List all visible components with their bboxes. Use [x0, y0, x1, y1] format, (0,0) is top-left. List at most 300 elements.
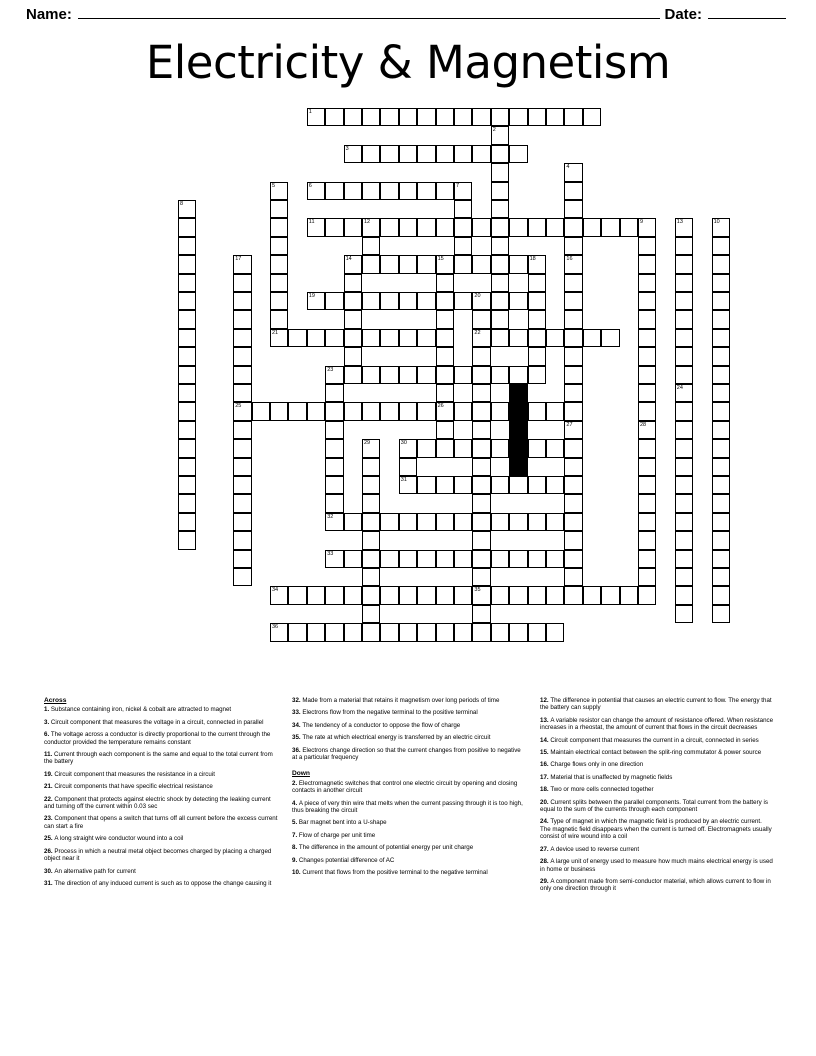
grid-cell[interactable]	[399, 458, 417, 476]
grid-cell[interactable]	[178, 458, 196, 476]
grid-cell[interactable]	[491, 402, 509, 420]
grid-cell[interactable]	[399, 513, 417, 531]
grid-cell[interactable]	[399, 182, 417, 200]
grid-cell[interactable]	[233, 310, 251, 328]
grid-cell[interactable]	[675, 494, 693, 512]
grid-cell[interactable]	[307, 292, 325, 310]
grid-cell[interactable]	[712, 605, 730, 623]
grid-cell[interactable]	[675, 366, 693, 384]
grid-cell[interactable]	[417, 550, 435, 568]
grid-cell[interactable]	[601, 586, 619, 604]
grid-cell[interactable]	[675, 255, 693, 273]
grid-cell[interactable]	[233, 531, 251, 549]
grid-cell[interactable]	[546, 329, 564, 347]
grid-cell[interactable]	[362, 145, 380, 163]
grid-cell[interactable]	[638, 439, 656, 457]
grid-cell[interactable]	[307, 218, 325, 236]
grid-cell[interactable]	[472, 108, 490, 126]
grid-cell[interactable]	[620, 218, 638, 236]
grid-cell[interactable]	[178, 513, 196, 531]
grid-cell[interactable]	[454, 366, 472, 384]
grid-cell[interactable]	[380, 402, 398, 420]
grid-cell[interactable]	[436, 310, 454, 328]
grid-cell[interactable]	[399, 402, 417, 420]
grid-cell[interactable]	[712, 310, 730, 328]
grid-cell[interactable]	[454, 292, 472, 310]
grid-cell[interactable]	[325, 550, 343, 568]
grid-cell[interactable]	[675, 568, 693, 586]
grid-cell[interactable]	[344, 329, 362, 347]
grid-cell[interactable]	[380, 366, 398, 384]
grid-cell[interactable]	[436, 550, 454, 568]
grid-cell[interactable]	[528, 218, 546, 236]
grid-cell[interactable]	[472, 605, 490, 623]
grid-cell[interactable]	[380, 513, 398, 531]
grid-cell[interactable]	[233, 568, 251, 586]
grid-cell[interactable]	[564, 550, 582, 568]
grid-cell[interactable]	[528, 439, 546, 457]
grid-cell[interactable]	[325, 218, 343, 236]
grid-cell[interactable]	[362, 476, 380, 494]
grid-cell[interactable]	[564, 402, 582, 420]
grid-cell[interactable]	[638, 347, 656, 365]
grid-cell[interactable]	[491, 255, 509, 273]
grid-cell[interactable]	[675, 458, 693, 476]
grid-cell[interactable]	[509, 513, 527, 531]
grid-cell[interactable]	[362, 366, 380, 384]
grid-cell[interactable]	[509, 292, 527, 310]
grid-cell[interactable]	[233, 476, 251, 494]
grid-cell[interactable]	[380, 255, 398, 273]
grid-cell[interactable]	[638, 366, 656, 384]
grid-cell[interactable]	[528, 274, 546, 292]
grid-cell[interactable]	[362, 237, 380, 255]
grid-cell[interactable]	[325, 494, 343, 512]
grid-cell[interactable]	[472, 329, 490, 347]
grid-cell[interactable]	[564, 255, 582, 273]
grid-cell[interactable]	[491, 200, 509, 218]
grid-cell[interactable]	[712, 513, 730, 531]
grid-cell[interactable]	[675, 237, 693, 255]
grid-cell[interactable]	[638, 494, 656, 512]
grid-cell[interactable]	[307, 182, 325, 200]
grid-cell[interactable]	[509, 623, 527, 641]
grid-cell[interactable]	[675, 513, 693, 531]
grid-cell[interactable]	[472, 145, 490, 163]
grid-cell[interactable]	[712, 347, 730, 365]
grid-cell[interactable]	[528, 347, 546, 365]
grid-cell[interactable]	[454, 623, 472, 641]
grid-cell[interactable]	[638, 218, 656, 236]
grid-cell[interactable]	[712, 255, 730, 273]
grid-cell[interactable]	[564, 200, 582, 218]
grid-cell[interactable]	[564, 274, 582, 292]
grid-cell[interactable]	[362, 458, 380, 476]
grid-cell[interactable]	[528, 329, 546, 347]
grid-cell[interactable]	[454, 108, 472, 126]
grid-cell[interactable]	[491, 366, 509, 384]
grid-cell[interactable]	[564, 218, 582, 236]
grid-cell[interactable]	[417, 182, 435, 200]
grid-cell[interactable]	[712, 568, 730, 586]
grid-cell[interactable]	[270, 237, 288, 255]
grid-cell[interactable]	[491, 163, 509, 181]
grid-cell[interactable]	[564, 384, 582, 402]
grid-cell[interactable]	[417, 329, 435, 347]
grid-cell[interactable]	[362, 329, 380, 347]
grid-cell[interactable]	[491, 218, 509, 236]
grid-cell[interactable]	[638, 550, 656, 568]
grid-cell[interactable]	[362, 439, 380, 457]
grid-cell[interactable]	[454, 145, 472, 163]
grid-cell[interactable]	[362, 218, 380, 236]
grid-cell[interactable]	[675, 531, 693, 549]
grid-cell[interactable]	[675, 439, 693, 457]
grid-cell[interactable]	[288, 402, 306, 420]
grid-cell[interactable]	[620, 586, 638, 604]
grid-cell[interactable]	[344, 347, 362, 365]
grid-cell[interactable]	[675, 402, 693, 420]
grid-cell[interactable]	[528, 255, 546, 273]
grid-cell[interactable]	[564, 182, 582, 200]
grid-cell[interactable]	[528, 108, 546, 126]
grid-cell[interactable]	[344, 182, 362, 200]
grid-cell[interactable]	[270, 255, 288, 273]
grid-cell[interactable]	[270, 623, 288, 641]
grid-cell[interactable]	[509, 550, 527, 568]
grid-cell[interactable]	[270, 310, 288, 328]
grid-cell[interactable]	[675, 310, 693, 328]
grid-cell[interactable]	[675, 384, 693, 402]
grid-cell[interactable]	[509, 366, 527, 384]
grid-cell[interactable]	[436, 182, 454, 200]
grid-cell[interactable]	[712, 439, 730, 457]
grid-cell[interactable]	[288, 329, 306, 347]
grid-cell[interactable]	[546, 476, 564, 494]
grid-cell[interactable]	[325, 182, 343, 200]
grid-cell[interactable]	[509, 218, 527, 236]
grid-cell[interactable]	[233, 274, 251, 292]
grid-cell[interactable]	[233, 494, 251, 512]
grid-cell[interactable]	[546, 513, 564, 531]
grid-cell[interactable]	[712, 586, 730, 604]
grid-cell[interactable]	[472, 366, 490, 384]
grid-cell[interactable]	[472, 494, 490, 512]
grid-cell[interactable]	[528, 476, 546, 494]
grid-cell[interactable]	[564, 439, 582, 457]
grid-cell[interactable]	[528, 586, 546, 604]
grid-cell[interactable]	[472, 458, 490, 476]
grid-cell[interactable]	[583, 218, 601, 236]
grid-cell[interactable]	[436, 329, 454, 347]
grid-cell[interactable]	[564, 513, 582, 531]
grid-cell[interactable]	[528, 292, 546, 310]
grid-cell[interactable]	[233, 329, 251, 347]
grid-cell[interactable]	[233, 292, 251, 310]
grid-cell[interactable]	[472, 347, 490, 365]
grid-cell[interactable]	[638, 458, 656, 476]
grid-cell[interactable]	[638, 531, 656, 549]
grid-cell[interactable]	[270, 329, 288, 347]
grid-cell[interactable]	[491, 623, 509, 641]
grid-cell[interactable]	[344, 513, 362, 531]
grid-cell[interactable]	[362, 255, 380, 273]
grid-cell[interactable]	[491, 126, 509, 144]
grid-cell[interactable]	[362, 568, 380, 586]
grid-cell[interactable]	[675, 218, 693, 236]
grid-cell[interactable]	[178, 310, 196, 328]
grid-cell[interactable]	[712, 329, 730, 347]
grid-cell[interactable]	[380, 108, 398, 126]
grid-cell[interactable]	[472, 439, 490, 457]
grid-cell[interactable]	[638, 421, 656, 439]
grid-cell[interactable]	[491, 513, 509, 531]
grid-cell[interactable]	[436, 439, 454, 457]
grid-cell[interactable]	[601, 218, 619, 236]
grid-cell[interactable]	[325, 108, 343, 126]
grid-cell[interactable]	[178, 402, 196, 420]
grid-cell[interactable]	[454, 513, 472, 531]
grid-cell[interactable]	[270, 200, 288, 218]
grid-cell[interactable]	[178, 366, 196, 384]
grid-cell[interactable]	[417, 439, 435, 457]
grid-cell[interactable]	[638, 384, 656, 402]
grid-cell[interactable]	[417, 218, 435, 236]
grid-cell[interactable]	[583, 329, 601, 347]
grid-cell[interactable]	[675, 586, 693, 604]
grid-cell[interactable]	[399, 255, 417, 273]
grid-cell[interactable]	[399, 145, 417, 163]
grid-cell[interactable]	[528, 366, 546, 384]
grid-cell[interactable]	[472, 623, 490, 641]
grid-cell[interactable]	[638, 292, 656, 310]
grid-cell[interactable]	[380, 182, 398, 200]
grid-cell[interactable]	[712, 494, 730, 512]
grid-cell[interactable]	[178, 531, 196, 549]
grid-cell[interactable]	[325, 329, 343, 347]
grid-cell[interactable]	[307, 586, 325, 604]
grid-cell[interactable]	[454, 255, 472, 273]
grid-cell[interactable]	[712, 458, 730, 476]
grid-cell[interactable]	[712, 531, 730, 549]
grid-cell[interactable]	[307, 108, 325, 126]
grid-cell[interactable]	[564, 310, 582, 328]
grid-cell[interactable]	[436, 402, 454, 420]
grid-cell[interactable]	[178, 255, 196, 273]
grid-cell[interactable]	[675, 605, 693, 623]
grid-cell[interactable]	[362, 182, 380, 200]
grid-cell[interactable]	[509, 145, 527, 163]
grid-cell[interactable]	[472, 255, 490, 273]
grid-cell[interactable]	[344, 145, 362, 163]
grid-cell[interactable]	[417, 292, 435, 310]
grid-cell[interactable]	[344, 310, 362, 328]
grid-cell[interactable]	[472, 384, 490, 402]
grid-cell[interactable]	[270, 402, 288, 420]
grid-cell[interactable]	[325, 476, 343, 494]
grid-cell[interactable]	[325, 421, 343, 439]
grid-cell[interactable]	[675, 550, 693, 568]
grid-cell[interactable]	[546, 550, 564, 568]
grid-cell[interactable]	[712, 402, 730, 420]
grid-cell[interactable]	[564, 531, 582, 549]
grid-cell[interactable]	[362, 292, 380, 310]
grid-cell[interactable]	[399, 586, 417, 604]
grid-cell[interactable]	[436, 384, 454, 402]
grid-cell[interactable]	[454, 182, 472, 200]
grid-cell[interactable]	[178, 274, 196, 292]
grid-cell[interactable]	[675, 274, 693, 292]
grid-cell[interactable]	[491, 550, 509, 568]
grid-cell[interactable]	[472, 476, 490, 494]
grid-cell[interactable]	[436, 366, 454, 384]
grid-cell[interactable]	[564, 347, 582, 365]
grid-cell[interactable]	[564, 586, 582, 604]
grid-cell[interactable]	[362, 513, 380, 531]
grid-cell[interactable]	[638, 255, 656, 273]
grid-cell[interactable]	[417, 623, 435, 641]
grid-cell[interactable]	[472, 568, 490, 586]
grid-cell[interactable]	[472, 310, 490, 328]
grid-cell[interactable]	[417, 366, 435, 384]
grid-cell[interactable]	[712, 384, 730, 402]
grid-cell[interactable]	[325, 623, 343, 641]
grid-cell[interactable]	[454, 237, 472, 255]
grid-cell[interactable]	[528, 513, 546, 531]
grid-cell[interactable]	[178, 421, 196, 439]
grid-cell[interactable]	[638, 310, 656, 328]
grid-cell[interactable]	[564, 568, 582, 586]
grid-cell[interactable]	[436, 292, 454, 310]
grid-cell[interactable]	[546, 623, 564, 641]
grid-cell[interactable]	[564, 163, 582, 181]
grid-cell[interactable]	[344, 218, 362, 236]
grid-cell[interactable]	[638, 274, 656, 292]
grid-cell[interactable]	[307, 329, 325, 347]
grid-cell[interactable]	[491, 476, 509, 494]
grid-cell[interactable]	[491, 292, 509, 310]
grid-cell[interactable]	[491, 439, 509, 457]
grid-cell[interactable]	[233, 384, 251, 402]
grid-cell[interactable]	[546, 218, 564, 236]
grid-cell[interactable]	[436, 274, 454, 292]
grid-cell[interactable]	[325, 586, 343, 604]
grid-cell[interactable]	[399, 108, 417, 126]
grid-cell[interactable]	[472, 421, 490, 439]
grid-cell[interactable]	[178, 494, 196, 512]
grid-cell[interactable]	[509, 586, 527, 604]
grid-cell[interactable]	[344, 623, 362, 641]
grid-cell[interactable]	[362, 494, 380, 512]
grid-cell[interactable]	[417, 108, 435, 126]
grid-cell[interactable]	[362, 586, 380, 604]
grid-cell[interactable]	[380, 329, 398, 347]
grid-cell[interactable]	[417, 476, 435, 494]
grid-cell[interactable]	[564, 476, 582, 494]
grid-cell[interactable]	[178, 329, 196, 347]
grid-cell[interactable]	[436, 476, 454, 494]
grid-cell[interactable]	[712, 237, 730, 255]
grid-cell[interactable]	[564, 292, 582, 310]
grid-cell[interactable]	[178, 347, 196, 365]
grid-cell[interactable]	[546, 439, 564, 457]
grid-cell[interactable]	[491, 586, 509, 604]
grid-cell[interactable]	[178, 439, 196, 457]
grid-cell[interactable]	[546, 108, 564, 126]
grid-cell[interactable]	[417, 586, 435, 604]
grid-cell[interactable]	[399, 366, 417, 384]
grid-cell[interactable]	[638, 476, 656, 494]
grid-cell[interactable]	[178, 384, 196, 402]
grid-cell[interactable]	[491, 329, 509, 347]
grid-cell[interactable]	[638, 329, 656, 347]
grid-cell[interactable]	[491, 274, 509, 292]
grid-cell[interactable]	[362, 550, 380, 568]
grid-cell[interactable]	[270, 292, 288, 310]
grid-cell[interactable]	[417, 513, 435, 531]
grid-cell[interactable]	[362, 605, 380, 623]
grid-cell[interactable]	[380, 550, 398, 568]
grid-cell[interactable]	[509, 255, 527, 273]
grid-cell[interactable]	[380, 623, 398, 641]
grid-cell[interactable]	[288, 586, 306, 604]
grid-cell[interactable]	[436, 145, 454, 163]
grid-cell[interactable]	[270, 586, 288, 604]
grid-cell[interactable]	[583, 586, 601, 604]
grid-cell[interactable]	[436, 347, 454, 365]
grid-cell[interactable]	[380, 586, 398, 604]
grid-cell[interactable]	[325, 458, 343, 476]
grid-cell[interactable]	[270, 218, 288, 236]
grid-cell[interactable]	[675, 476, 693, 494]
grid-cell[interactable]	[712, 218, 730, 236]
grid-cell[interactable]	[472, 513, 490, 531]
grid-cell[interactable]	[436, 218, 454, 236]
grid-cell[interactable]	[546, 402, 564, 420]
grid-cell[interactable]	[454, 439, 472, 457]
grid-cell[interactable]	[472, 531, 490, 549]
grid-cell[interactable]	[454, 200, 472, 218]
grid-cell[interactable]	[325, 292, 343, 310]
grid-cell[interactable]	[399, 218, 417, 236]
grid-cell[interactable]	[491, 182, 509, 200]
grid-cell[interactable]	[564, 421, 582, 439]
grid-cell[interactable]	[528, 623, 546, 641]
grid-cell[interactable]	[233, 347, 251, 365]
grid-cell[interactable]	[178, 237, 196, 255]
grid-cell[interactable]	[178, 218, 196, 236]
grid-cell[interactable]	[546, 586, 564, 604]
grid-cell[interactable]	[638, 513, 656, 531]
grid-cell[interactable]	[417, 402, 435, 420]
grid-cell[interactable]	[417, 145, 435, 163]
grid-cell[interactable]	[712, 292, 730, 310]
grid-cell[interactable]	[564, 108, 582, 126]
grid-cell[interactable]	[288, 623, 306, 641]
grid-cell[interactable]	[178, 292, 196, 310]
grid-cell[interactable]	[454, 550, 472, 568]
grid-cell[interactable]	[362, 402, 380, 420]
grid-cell[interactable]	[233, 439, 251, 457]
grid-cell[interactable]	[675, 421, 693, 439]
grid-cell[interactable]	[472, 550, 490, 568]
grid-cell[interactable]	[528, 550, 546, 568]
grid-cell[interactable]	[675, 292, 693, 310]
grid-cell[interactable]	[712, 421, 730, 439]
grid-cell[interactable]	[436, 108, 454, 126]
grid-cell[interactable]	[528, 310, 546, 328]
grid-cell[interactable]	[344, 402, 362, 420]
